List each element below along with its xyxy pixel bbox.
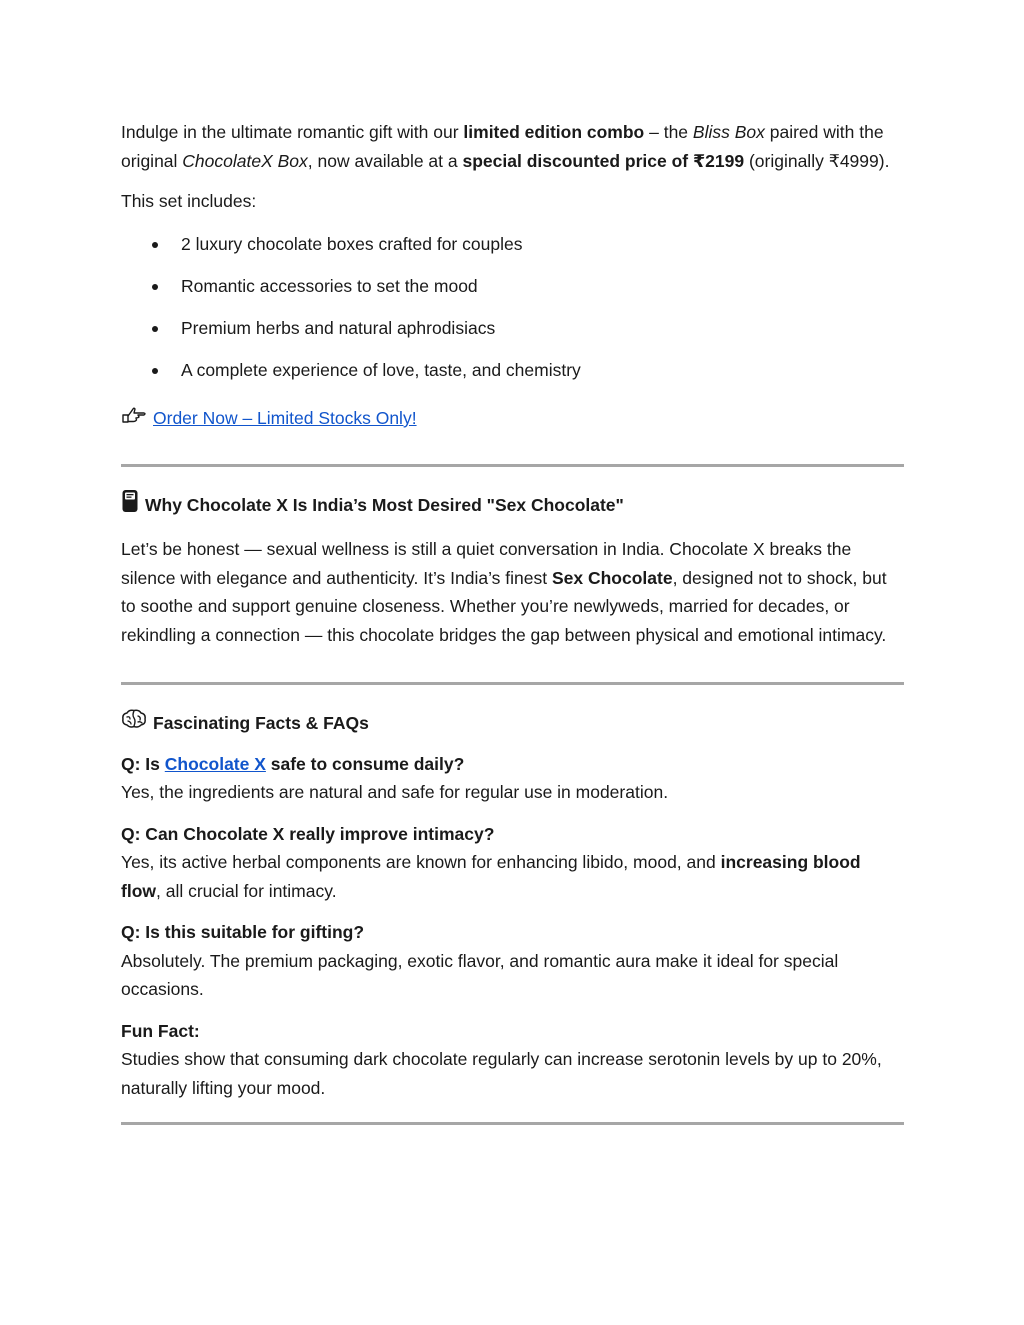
section-divider — [121, 1122, 904, 1125]
bullet-icon — [152, 326, 158, 332]
faq-answer — [121, 848, 904, 905]
intro-text-5: (originally ₹4999). — [744, 150, 890, 171]
bullet-icon — [152, 242, 158, 248]
faq-heading-text: Fascinating Facts & FAQs — [153, 713, 369, 733]
faq-item — [121, 918, 904, 1004]
why-heading — [121, 489, 904, 522]
faq-q1-post: safe to consume daily? — [265, 753, 465, 774]
includes-label: This set includes: — [121, 191, 257, 211]
list-item — [121, 314, 904, 343]
pointing-hand-icon — [121, 404, 147, 433]
why-text-1: Let’s be honest — sexual wellness is still a quiet conversation in India. Chocolate X breaks the silence with elegance and authenticity. It’s India’s finest — [121, 539, 852, 588]
intro-italic-chocolatex-box: ChocolateX Box — [182, 150, 308, 171]
intro-text-1: Indulge in the ultimate romantic gift with our — [121, 122, 464, 142]
list-item-text: 2 luxury chocolate boxes crafted for couples — [181, 233, 523, 254]
chocolate-x-link[interactable]: Chocolate X — [164, 753, 266, 774]
list-item — [121, 356, 904, 385]
faq-a2-bold: increasing blood flow — [121, 852, 861, 901]
why-text-2: , designed not to shock, but to soothe and support genuine closeness. Whether you’re newlyweds, married for decades, or rekindling a connection — this chocolate bridges the gap between physical and emotional intimacy. — [121, 567, 887, 645]
faq-question: Q: Can Chocolate X really improve intimacy? — [121, 823, 495, 844]
fun-fact-label: Fun Fact: — [121, 1020, 200, 1041]
bullet-icon — [152, 284, 158, 290]
faq-heading — [121, 709, 904, 738]
brain-icon — [121, 709, 147, 738]
fun-fact-text: Studies show that consuming dark chocolate regularly can increase serotonin levels by up to 20%, naturally lifting your mood. — [121, 1049, 882, 1098]
why-paragraph — [121, 535, 904, 649]
document-page — [121, 118, 904, 1125]
bullet-icon — [152, 368, 158, 374]
intro-text-2: – the — [644, 122, 693, 142]
intro-bold-price: special discounted price of ₹2199 — [462, 150, 745, 171]
intro-bold-combo: limited edition combo — [463, 122, 645, 142]
faq-item — [121, 750, 904, 807]
order-now-link[interactable]: Order Now – Limited Stocks Only! — [153, 408, 417, 428]
fun-fact — [121, 1017, 904, 1103]
intro-italic-bliss-box: Bliss Box — [692, 122, 765, 142]
faq-answer: Yes, the ingredients are natural and safe for regular use in moderation. — [121, 782, 669, 802]
faq-answer: Absolutely. The premium packaging, exotic flavor, and romantic aura make it ideal for special occasions. — [121, 950, 839, 999]
list-item-text: A complete experience of love, taste, and chemistry — [181, 359, 581, 380]
faq-question: Q: Is this suitable for gifting? — [121, 922, 365, 942]
why-bold-sex-chocolate: Sex Chocolate — [551, 567, 673, 588]
faq-a2-text-2: , all crucial for intimacy. — [156, 880, 337, 901]
intro-text-3: paired with the original — [121, 122, 884, 171]
list-item — [121, 272, 904, 301]
intro-paragraph — [121, 118, 904, 175]
mobile-phone-icon — [121, 489, 139, 522]
intro-text-4: , now available at a — [307, 150, 463, 171]
why-heading-text: Why Chocolate X Is India’s Most Desired "Sex Chocolate" — [145, 494, 624, 515]
order-line — [121, 404, 904, 433]
faq-a2-text-1: Yes, its active herbal components are known for enhancing libido, mood, and — [121, 852, 721, 872]
faq-item — [121, 820, 904, 906]
faq-question — [121, 750, 904, 779]
section-divider — [121, 682, 904, 685]
list-item-text: Romantic accessories to set the mood — [181, 275, 478, 296]
faq-q1-pre: Q: Is — [121, 753, 165, 774]
section-divider — [121, 464, 904, 467]
list-item — [121, 230, 904, 259]
list-item-text: Premium herbs and natural aphrodisiacs — [181, 317, 496, 338]
includes-list — [121, 230, 904, 385]
